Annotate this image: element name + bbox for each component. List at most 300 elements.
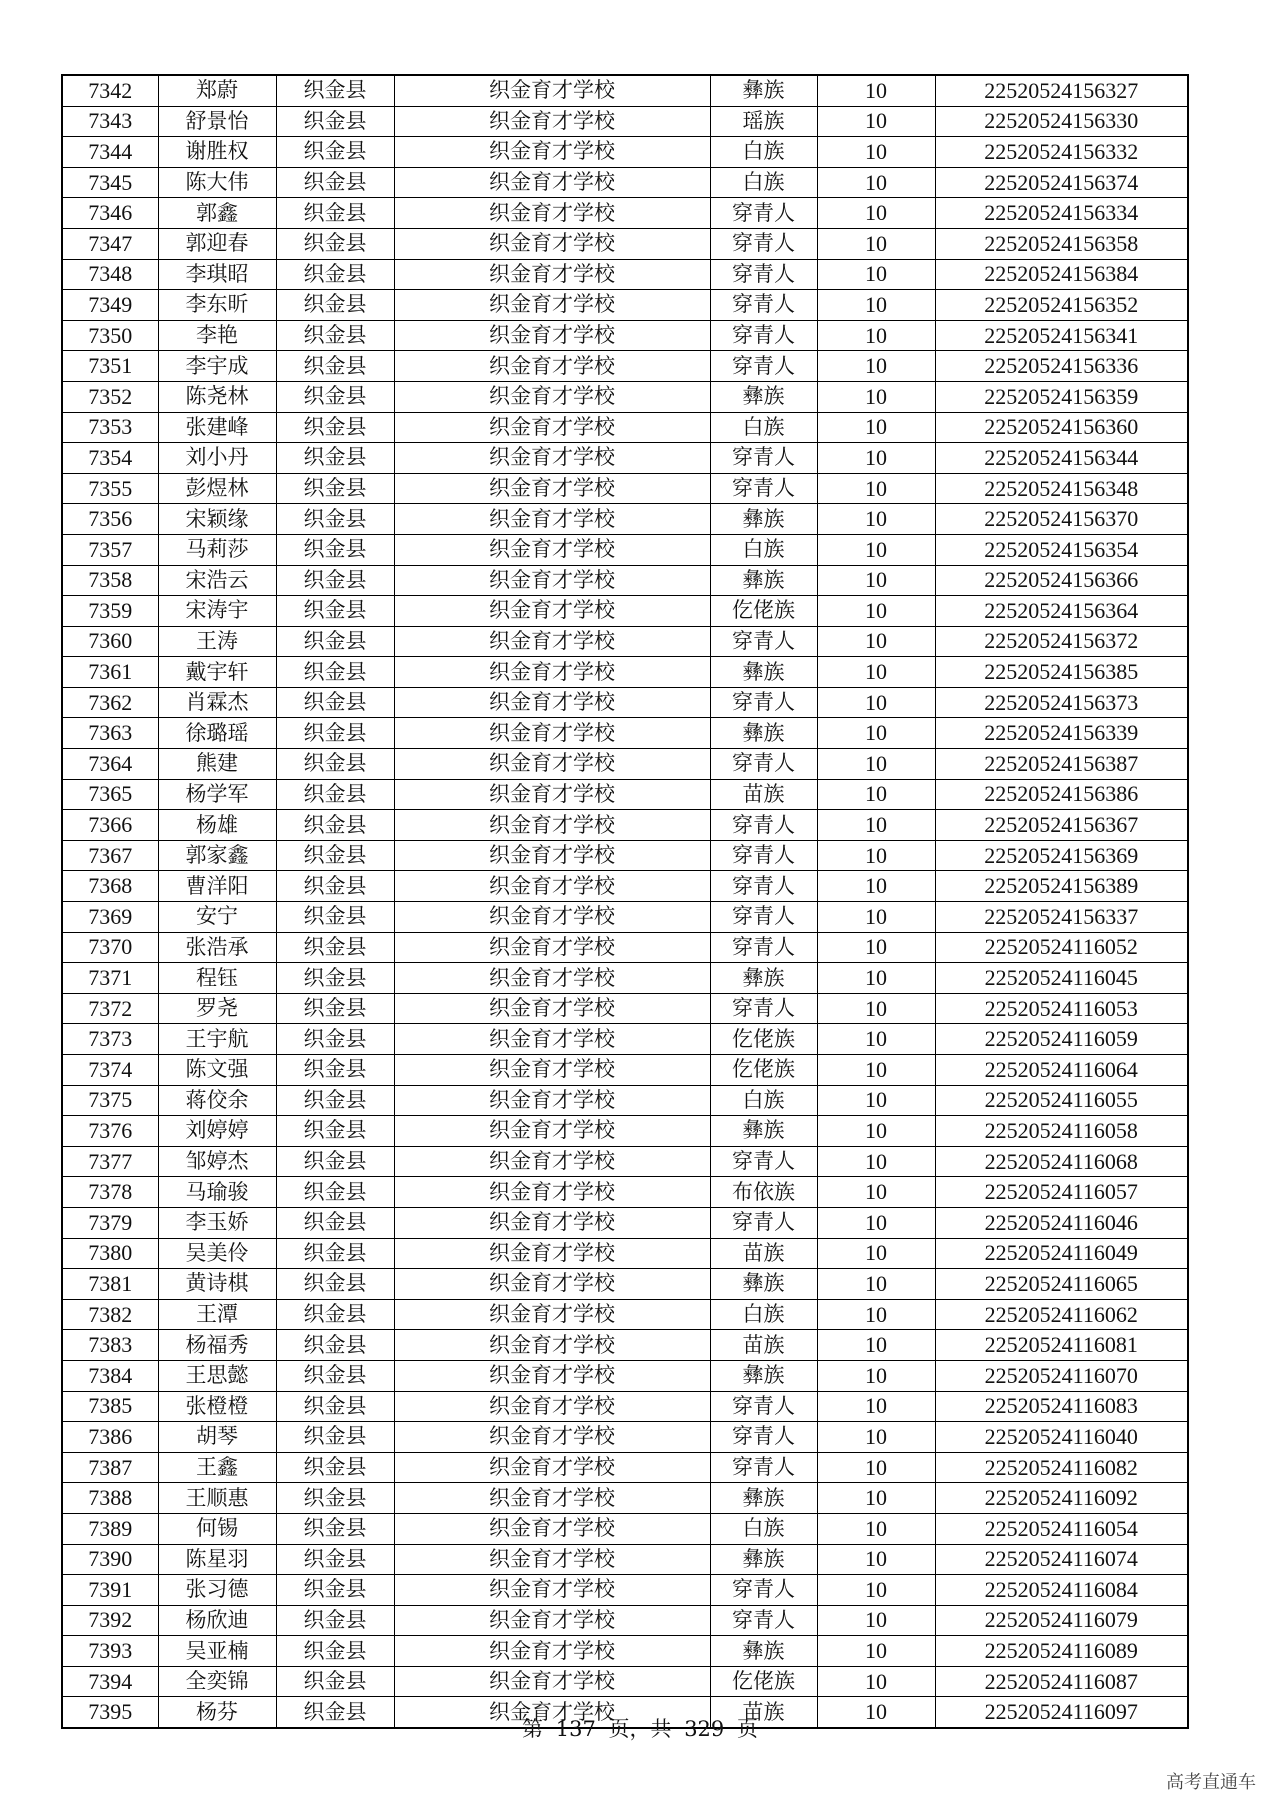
seq-cell: 7368 bbox=[62, 871, 158, 902]
county-cell: 织金县 bbox=[276, 137, 394, 168]
ethnicity-cell: 彝族 bbox=[710, 381, 817, 412]
name-cell: 黄诗棋 bbox=[158, 1269, 276, 1300]
ethnicity-cell: 白族 bbox=[710, 534, 817, 565]
name-cell: 郑蔚 bbox=[158, 75, 276, 106]
county-cell: 织金县 bbox=[276, 1452, 394, 1483]
school-cell: 织金育才学校 bbox=[394, 412, 710, 443]
ethnicity-cell: 穿青人 bbox=[710, 1207, 817, 1238]
seq-cell: 7395 bbox=[62, 1697, 158, 1728]
table-row bbox=[62, 1330, 1188, 1361]
ethnicity-cell: 彝族 bbox=[710, 75, 817, 106]
name-cell: 马瑜骏 bbox=[158, 1177, 276, 1208]
school-cell: 织金育才学校 bbox=[394, 932, 710, 963]
seq-cell: 7347 bbox=[62, 228, 158, 259]
school-cell: 织金育才学校 bbox=[394, 1697, 710, 1728]
grade-cell: 10 bbox=[817, 106, 935, 137]
ethnicity-cell: 彝族 bbox=[710, 1544, 817, 1575]
school-cell: 织金育才学校 bbox=[394, 228, 710, 259]
ethnicity-cell: 穿青人 bbox=[710, 932, 817, 963]
table-row bbox=[62, 1085, 1188, 1116]
ethnicity-cell: 仡佬族 bbox=[710, 596, 817, 627]
grade-cell: 10 bbox=[817, 626, 935, 657]
seq-cell: 7358 bbox=[62, 565, 158, 596]
school-cell: 织金育才学校 bbox=[394, 198, 710, 229]
name-cell: 王涛 bbox=[158, 626, 276, 657]
ethnicity-cell: 白族 bbox=[710, 137, 817, 168]
ethnicity-cell: 穿青人 bbox=[710, 687, 817, 718]
school-cell: 织金育才学校 bbox=[394, 963, 710, 994]
exam-id-cell: 22520524156366 bbox=[935, 565, 1188, 596]
exam-id-cell: 22520524116068 bbox=[935, 1146, 1188, 1177]
county-cell: 织金县 bbox=[276, 259, 394, 290]
ethnicity-cell: 布依族 bbox=[710, 1177, 817, 1208]
table-row bbox=[62, 657, 1188, 688]
exam-id-cell: 22520524116059 bbox=[935, 1024, 1188, 1055]
table-row bbox=[62, 840, 1188, 871]
name-cell: 杨雄 bbox=[158, 810, 276, 841]
name-cell: 胡琴 bbox=[158, 1422, 276, 1453]
school-cell: 织金育才学校 bbox=[394, 626, 710, 657]
county-cell: 织金县 bbox=[276, 228, 394, 259]
table-row bbox=[62, 137, 1188, 168]
table-row bbox=[62, 106, 1188, 137]
name-cell: 陈大伟 bbox=[158, 167, 276, 198]
grade-cell: 10 bbox=[817, 1177, 935, 1208]
exam-id-cell: 22520524116040 bbox=[935, 1422, 1188, 1453]
exam-id-cell: 22520524156385 bbox=[935, 657, 1188, 688]
name-cell: 徐璐瑶 bbox=[158, 718, 276, 749]
exam-id-cell: 22520524116057 bbox=[935, 1177, 1188, 1208]
county-cell: 织金县 bbox=[276, 1391, 394, 1422]
table-row bbox=[62, 1238, 1188, 1269]
seq-cell: 7387 bbox=[62, 1452, 158, 1483]
school-cell: 织金育才学校 bbox=[394, 1055, 710, 1086]
ethnicity-cell: 彝族 bbox=[710, 657, 817, 688]
name-cell: 李宇成 bbox=[158, 351, 276, 382]
school-cell: 织金育才学校 bbox=[394, 657, 710, 688]
grade-cell: 10 bbox=[817, 840, 935, 871]
exam-id-cell: 22520524156389 bbox=[935, 871, 1188, 902]
school-cell: 织金育才学校 bbox=[394, 1422, 710, 1453]
roster-body bbox=[62, 75, 1188, 1728]
school-cell: 织金育才学校 bbox=[394, 1116, 710, 1147]
name-cell: 蒋佼余 bbox=[158, 1085, 276, 1116]
name-cell: 吴美伶 bbox=[158, 1238, 276, 1269]
grade-cell: 10 bbox=[817, 1575, 935, 1606]
grade-cell: 10 bbox=[817, 534, 935, 565]
exam-id-cell: 22520524116084 bbox=[935, 1575, 1188, 1606]
county-cell: 织金县 bbox=[276, 473, 394, 504]
name-cell: 王顺惠 bbox=[158, 1483, 276, 1514]
county-cell: 织金县 bbox=[276, 840, 394, 871]
grade-cell: 10 bbox=[817, 259, 935, 290]
table-row bbox=[62, 290, 1188, 321]
ethnicity-cell: 白族 bbox=[710, 412, 817, 443]
school-cell: 织金育才学校 bbox=[394, 1330, 710, 1361]
grade-cell: 10 bbox=[817, 228, 935, 259]
exam-id-cell: 22520524116081 bbox=[935, 1330, 1188, 1361]
ethnicity-cell: 穿青人 bbox=[710, 902, 817, 933]
seq-cell: 7384 bbox=[62, 1360, 158, 1391]
table-row bbox=[62, 718, 1188, 749]
grade-cell: 10 bbox=[817, 1513, 935, 1544]
grade-cell: 10 bbox=[817, 1330, 935, 1361]
grade-cell: 10 bbox=[817, 1697, 935, 1728]
school-cell: 织金育才学校 bbox=[394, 137, 710, 168]
seq-cell: 7385 bbox=[62, 1391, 158, 1422]
table-row bbox=[62, 1269, 1188, 1300]
grade-cell: 10 bbox=[817, 137, 935, 168]
seq-cell: 7344 bbox=[62, 137, 158, 168]
name-cell: 陈尧林 bbox=[158, 381, 276, 412]
table-row bbox=[62, 1544, 1188, 1575]
school-cell: 织金育才学校 bbox=[394, 779, 710, 810]
grade-cell: 10 bbox=[817, 381, 935, 412]
grade-cell: 10 bbox=[817, 1483, 935, 1514]
school-cell: 织金育才学校 bbox=[394, 1269, 710, 1300]
ethnicity-cell: 穿青人 bbox=[710, 351, 817, 382]
name-cell: 宋涛宇 bbox=[158, 596, 276, 627]
school-cell: 织金育才学校 bbox=[394, 1452, 710, 1483]
county-cell: 织金县 bbox=[276, 1024, 394, 1055]
county-cell: 织金县 bbox=[276, 1483, 394, 1514]
grade-cell: 10 bbox=[817, 871, 935, 902]
name-cell: 刘小丹 bbox=[158, 443, 276, 474]
county-cell: 织金县 bbox=[276, 1146, 394, 1177]
county-cell: 织金县 bbox=[276, 412, 394, 443]
name-cell: 杨福秀 bbox=[158, 1330, 276, 1361]
county-cell: 织金县 bbox=[276, 351, 394, 382]
county-cell: 织金县 bbox=[276, 1207, 394, 1238]
school-cell: 织金育才学校 bbox=[394, 902, 710, 933]
seq-cell: 7382 bbox=[62, 1299, 158, 1330]
county-cell: 织金县 bbox=[276, 596, 394, 627]
ethnicity-cell: 穿青人 bbox=[710, 871, 817, 902]
ethnicity-cell: 彝族 bbox=[710, 718, 817, 749]
exam-id-cell: 22520524116092 bbox=[935, 1483, 1188, 1514]
seq-cell: 7345 bbox=[62, 167, 158, 198]
exam-id-cell: 22520524156337 bbox=[935, 902, 1188, 933]
school-cell: 织金育才学校 bbox=[394, 106, 710, 137]
seq-cell: 7352 bbox=[62, 381, 158, 412]
school-cell: 织金育才学校 bbox=[394, 1360, 710, 1391]
name-cell: 陈文强 bbox=[158, 1055, 276, 1086]
name-cell: 罗尧 bbox=[158, 993, 276, 1024]
exam-id-cell: 22520524156348 bbox=[935, 473, 1188, 504]
ethnicity-cell: 穿青人 bbox=[710, 443, 817, 474]
grade-cell: 10 bbox=[817, 351, 935, 382]
county-cell: 织金县 bbox=[276, 932, 394, 963]
school-cell: 织金育才学校 bbox=[394, 75, 710, 106]
exam-id-cell: 22520524156352 bbox=[935, 290, 1188, 321]
seq-cell: 7390 bbox=[62, 1544, 158, 1575]
exam-id-cell: 22520524156341 bbox=[935, 320, 1188, 351]
seq-cell: 7348 bbox=[62, 259, 158, 290]
school-cell: 织金育才学校 bbox=[394, 840, 710, 871]
county-cell: 织金县 bbox=[276, 871, 394, 902]
grade-cell: 10 bbox=[817, 1146, 935, 1177]
name-cell: 陈星羽 bbox=[158, 1544, 276, 1575]
school-cell: 织金育才学校 bbox=[394, 320, 710, 351]
seq-cell: 7349 bbox=[62, 290, 158, 321]
seq-cell: 7386 bbox=[62, 1422, 158, 1453]
grade-cell: 10 bbox=[817, 902, 935, 933]
exam-id-cell: 22520524116052 bbox=[935, 932, 1188, 963]
footer-middle: 页，共 bbox=[608, 1717, 672, 1741]
school-cell: 织金育才学校 bbox=[394, 504, 710, 535]
table-row bbox=[62, 412, 1188, 443]
exam-id-cell: 22520524116089 bbox=[935, 1636, 1188, 1667]
seq-cell: 7353 bbox=[62, 412, 158, 443]
school-cell: 织金育才学校 bbox=[394, 1207, 710, 1238]
name-cell: 舒景怡 bbox=[158, 106, 276, 137]
county-cell: 织金县 bbox=[276, 167, 394, 198]
grade-cell: 10 bbox=[817, 75, 935, 106]
table-row bbox=[62, 779, 1188, 810]
county-cell: 织金县 bbox=[276, 1055, 394, 1086]
grade-cell: 10 bbox=[817, 932, 935, 963]
seq-cell: 7372 bbox=[62, 993, 158, 1024]
ethnicity-cell: 彝族 bbox=[710, 504, 817, 535]
ethnicity-cell: 穿青人 bbox=[710, 749, 817, 780]
seq-cell: 7371 bbox=[62, 963, 158, 994]
exam-id-cell: 22520524116097 bbox=[935, 1697, 1188, 1728]
county-cell: 织金县 bbox=[276, 993, 394, 1024]
school-cell: 织金育才学校 bbox=[394, 443, 710, 474]
school-cell: 织金育才学校 bbox=[394, 1605, 710, 1636]
seq-cell: 7392 bbox=[62, 1605, 158, 1636]
exam-id-cell: 22520524116062 bbox=[935, 1299, 1188, 1330]
table-row bbox=[62, 534, 1188, 565]
grade-cell: 10 bbox=[817, 1452, 935, 1483]
ethnicity-cell: 苗族 bbox=[710, 1238, 817, 1269]
county-cell: 织金县 bbox=[276, 1330, 394, 1361]
table-row bbox=[62, 1024, 1188, 1055]
seq-cell: 7383 bbox=[62, 1330, 158, 1361]
ethnicity-cell: 穿青人 bbox=[710, 1391, 817, 1422]
grade-cell: 10 bbox=[817, 1116, 935, 1147]
name-cell: 张橙橙 bbox=[158, 1391, 276, 1422]
seq-cell: 7359 bbox=[62, 596, 158, 627]
county-cell: 织金县 bbox=[276, 626, 394, 657]
name-cell: 李琪昭 bbox=[158, 259, 276, 290]
name-cell: 何锡 bbox=[158, 1513, 276, 1544]
exam-id-cell: 22520524156374 bbox=[935, 167, 1188, 198]
county-cell: 织金县 bbox=[276, 504, 394, 535]
table-row bbox=[62, 1177, 1188, 1208]
exam-id-cell: 22520524156334 bbox=[935, 198, 1188, 229]
ethnicity-cell: 白族 bbox=[710, 1513, 817, 1544]
school-cell: 织金育才学校 bbox=[394, 1177, 710, 1208]
grade-cell: 10 bbox=[817, 443, 935, 474]
seq-cell: 7356 bbox=[62, 504, 158, 535]
county-cell: 织金县 bbox=[276, 902, 394, 933]
school-cell: 织金育才学校 bbox=[394, 1636, 710, 1667]
name-cell: 杨芬 bbox=[158, 1697, 276, 1728]
name-cell: 李东昕 bbox=[158, 290, 276, 321]
county-cell: 织金县 bbox=[276, 565, 394, 596]
school-cell: 织金育才学校 bbox=[394, 1146, 710, 1177]
table-row bbox=[62, 259, 1188, 290]
exam-id-cell: 22520524156372 bbox=[935, 626, 1188, 657]
name-cell: 李玉娇 bbox=[158, 1207, 276, 1238]
county-cell: 织金县 bbox=[276, 1360, 394, 1391]
grade-cell: 10 bbox=[817, 504, 935, 535]
county-cell: 织金县 bbox=[276, 443, 394, 474]
grade-cell: 10 bbox=[817, 1422, 935, 1453]
ethnicity-cell: 彝族 bbox=[710, 1116, 817, 1147]
table-row bbox=[62, 1575, 1188, 1606]
exam-id-cell: 22520524156327 bbox=[935, 75, 1188, 106]
county-cell: 织金县 bbox=[276, 290, 394, 321]
seq-cell: 7377 bbox=[62, 1146, 158, 1177]
name-cell: 杨学军 bbox=[158, 779, 276, 810]
county-cell: 织金县 bbox=[276, 1513, 394, 1544]
name-cell: 安宁 bbox=[158, 902, 276, 933]
ethnicity-cell: 穿青人 bbox=[710, 840, 817, 871]
grade-cell: 10 bbox=[817, 1024, 935, 1055]
school-cell: 织金育才学校 bbox=[394, 810, 710, 841]
name-cell: 张建峰 bbox=[158, 412, 276, 443]
ethnicity-cell: 穿青人 bbox=[710, 259, 817, 290]
table-row bbox=[62, 198, 1188, 229]
seq-cell: 7389 bbox=[62, 1513, 158, 1544]
seq-cell: 7343 bbox=[62, 106, 158, 137]
grade-cell: 10 bbox=[817, 1299, 935, 1330]
county-cell: 织金县 bbox=[276, 657, 394, 688]
grade-cell: 10 bbox=[817, 565, 935, 596]
name-cell: 彭煜林 bbox=[158, 473, 276, 504]
ethnicity-cell: 苗族 bbox=[710, 1330, 817, 1361]
exam-id-cell: 22520524156367 bbox=[935, 810, 1188, 841]
school-cell: 织金育才学校 bbox=[394, 1544, 710, 1575]
table-row bbox=[62, 993, 1188, 1024]
school-cell: 织金育才学校 bbox=[394, 749, 710, 780]
seq-cell: 7342 bbox=[62, 75, 158, 106]
footer-prefix: 第 bbox=[522, 1717, 544, 1741]
ethnicity-cell: 穿青人 bbox=[710, 1452, 817, 1483]
school-cell: 织金育才学校 bbox=[394, 993, 710, 1024]
ethnicity-cell: 穿青人 bbox=[710, 626, 817, 657]
name-cell: 王思懿 bbox=[158, 1360, 276, 1391]
exam-id-cell: 22520524156339 bbox=[935, 718, 1188, 749]
grade-cell: 10 bbox=[817, 779, 935, 810]
table-row bbox=[62, 504, 1188, 535]
exam-id-cell: 22520524156373 bbox=[935, 687, 1188, 718]
seq-cell: 7379 bbox=[62, 1207, 158, 1238]
exam-id-cell: 22520524116058 bbox=[935, 1116, 1188, 1147]
grade-cell: 10 bbox=[817, 963, 935, 994]
school-cell: 织金育才学校 bbox=[394, 1483, 710, 1514]
county-cell: 织金县 bbox=[276, 320, 394, 351]
county-cell: 织金县 bbox=[276, 381, 394, 412]
school-cell: 织金育才学校 bbox=[394, 351, 710, 382]
page-footer bbox=[0, 1713, 1280, 1743]
school-cell: 织金育才学校 bbox=[394, 1391, 710, 1422]
school-cell: 织金育才学校 bbox=[394, 259, 710, 290]
grade-cell: 10 bbox=[817, 718, 935, 749]
county-cell: 织金县 bbox=[276, 1697, 394, 1728]
exam-id-cell: 22520524116045 bbox=[935, 963, 1188, 994]
ethnicity-cell: 白族 bbox=[710, 1299, 817, 1330]
grade-cell: 10 bbox=[817, 1238, 935, 1269]
ethnicity-cell: 彝族 bbox=[710, 1269, 817, 1300]
table-row bbox=[62, 1422, 1188, 1453]
table-row bbox=[62, 932, 1188, 963]
ethnicity-cell: 苗族 bbox=[710, 779, 817, 810]
exam-id-cell: 22520524116079 bbox=[935, 1605, 1188, 1636]
exam-id-cell: 22520524116055 bbox=[935, 1085, 1188, 1116]
county-cell: 织金县 bbox=[276, 1085, 394, 1116]
county-cell: 织金县 bbox=[276, 687, 394, 718]
county-cell: 织金县 bbox=[276, 198, 394, 229]
total-pages: 329 bbox=[684, 1717, 725, 1741]
ethnicity-cell: 彝族 bbox=[710, 1483, 817, 1514]
name-cell: 王潭 bbox=[158, 1299, 276, 1330]
grade-cell: 10 bbox=[817, 1085, 935, 1116]
ethnicity-cell: 白族 bbox=[710, 167, 817, 198]
ethnicity-cell: 彝族 bbox=[710, 565, 817, 596]
grade-cell: 10 bbox=[817, 993, 935, 1024]
ethnicity-cell: 彝族 bbox=[710, 963, 817, 994]
school-cell: 织金育才学校 bbox=[394, 1085, 710, 1116]
county-cell: 织金县 bbox=[276, 1269, 394, 1300]
county-cell: 织金县 bbox=[276, 106, 394, 137]
name-cell: 邹婷杰 bbox=[158, 1146, 276, 1177]
name-cell: 马莉莎 bbox=[158, 534, 276, 565]
seq-cell: 7365 bbox=[62, 779, 158, 810]
exam-id-cell: 22520524156336 bbox=[935, 351, 1188, 382]
page-number: 137 bbox=[555, 1717, 596, 1741]
exam-id-cell: 22520524116064 bbox=[935, 1055, 1188, 1086]
seq-cell: 7357 bbox=[62, 534, 158, 565]
exam-id-cell: 22520524116070 bbox=[935, 1360, 1188, 1391]
county-cell: 织金县 bbox=[276, 1238, 394, 1269]
school-cell: 织金育才学校 bbox=[394, 565, 710, 596]
table-row bbox=[62, 381, 1188, 412]
table-row bbox=[62, 1513, 1188, 1544]
seq-cell: 7354 bbox=[62, 443, 158, 474]
seq-cell: 7360 bbox=[62, 626, 158, 657]
seq-cell: 7346 bbox=[62, 198, 158, 229]
ethnicity-cell: 彝族 bbox=[710, 1360, 817, 1391]
name-cell: 郭家鑫 bbox=[158, 840, 276, 871]
seq-cell: 7380 bbox=[62, 1238, 158, 1269]
name-cell: 刘婷婷 bbox=[158, 1116, 276, 1147]
ethnicity-cell: 穿青人 bbox=[710, 198, 817, 229]
footer-suffix: 页 bbox=[736, 1717, 758, 1741]
seq-cell: 7362 bbox=[62, 687, 158, 718]
exam-id-cell: 22520524156386 bbox=[935, 779, 1188, 810]
table-row bbox=[62, 1146, 1188, 1177]
table-row bbox=[62, 320, 1188, 351]
table-row bbox=[62, 902, 1188, 933]
grade-cell: 10 bbox=[817, 1269, 935, 1300]
exam-id-cell: 22520524116087 bbox=[935, 1666, 1188, 1697]
seq-cell: 7374 bbox=[62, 1055, 158, 1086]
seq-cell: 7375 bbox=[62, 1085, 158, 1116]
grade-cell: 10 bbox=[817, 657, 935, 688]
exam-id-cell: 22520524156344 bbox=[935, 443, 1188, 474]
county-cell: 织金县 bbox=[276, 534, 394, 565]
table-row bbox=[62, 596, 1188, 627]
exam-id-cell: 22520524116065 bbox=[935, 1269, 1188, 1300]
ethnicity-cell: 仡佬族 bbox=[710, 1024, 817, 1055]
grade-cell: 10 bbox=[817, 473, 935, 504]
grade-cell: 10 bbox=[817, 167, 935, 198]
exam-id-cell: 22520524116053 bbox=[935, 993, 1188, 1024]
seq-cell: 7355 bbox=[62, 473, 158, 504]
